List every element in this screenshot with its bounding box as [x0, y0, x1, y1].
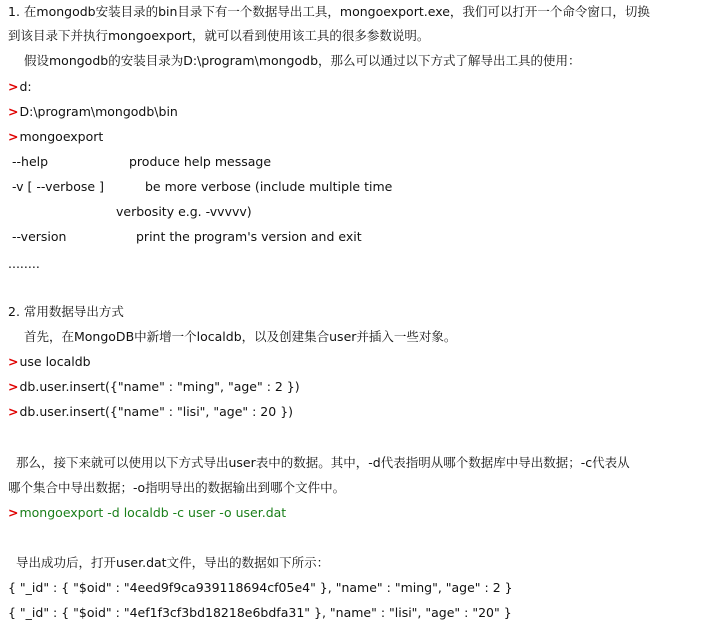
- section2-heading: 2. 常用数据导出方式: [8, 304, 124, 319]
- prompt-symbol: >: [8, 354, 19, 369]
- section1-intro-line2: 到该目录下并执行mongoexport，就可以看到使用该工具的很多参数说明。: [8, 28, 430, 43]
- command-line: [8, 404, 707, 420]
- option-row: [12, 179, 707, 195]
- result-line-2: { "_id" : { "$oid" : "4ef1f3cf3bd18218e6bdfa31" }, "name" : "lisi", "age" : "20" }: [8, 605, 512, 620]
- option-desc: be more verbose (include multiple time: [145, 179, 393, 194]
- option-flag: --help: [12, 154, 49, 169]
- result-line-1: { "_id" : { "$oid" : "4eed9f9ca939118694cf05e4" }, "name" : "ming", "age" : 2 }: [8, 580, 513, 595]
- section2-para-line2: 哪个集合中导出数据；-o指明导出的数据输出到哪个文件中。: [8, 480, 346, 495]
- command-text: d:: [19, 79, 32, 94]
- option-row: [12, 204, 707, 220]
- option-desc: print the program's version and exit: [136, 229, 362, 244]
- command-line: [8, 79, 707, 95]
- option-desc: produce help message: [129, 154, 272, 169]
- export-command-text: mongoexport -d localdb -c user -o user.dat: [19, 505, 287, 520]
- section2-intro: 首先，在MongoDB中新增一个localdb，以及创建集合user并插入一些对象。: [24, 329, 457, 344]
- command-text: mongoexport: [19, 129, 104, 144]
- export-command-line: [8, 505, 707, 521]
- option-desc: verbosity e.g. -vvvvv): [116, 204, 252, 219]
- prompt-symbol: >: [8, 104, 19, 119]
- prompt-symbol: >: [8, 379, 19, 394]
- option-row: [12, 229, 707, 245]
- result-intro: 导出成功后，打开user.dat文件，导出的数据如下所示：: [16, 555, 330, 570]
- command-text: D:\program\mongodb\bin: [19, 104, 178, 119]
- command-text: db.user.insert({"name" : "lisi", "age" : 20 }): [19, 404, 294, 419]
- prompt-symbol: >: [8, 79, 19, 94]
- option-flag: --version: [12, 229, 67, 244]
- command-line: [8, 354, 707, 370]
- section1-intro-line3: 假设mongodb的安装目录为D:\program\mongodb，那么可以通过以下方式了解导出工具的使用：: [24, 53, 581, 68]
- command-line: [8, 129, 707, 145]
- ellipsis: ........: [8, 256, 40, 271]
- option-flag: -v [ --verbose ]: [12, 179, 104, 194]
- prompt-symbol: >: [8, 505, 19, 520]
- prompt-symbol: >: [8, 129, 19, 144]
- section1-intro-line1: 1. 在mongodb安装目录的bin目录下有一个数据导出工具，mongoexport.exe，我们可以打开一个命令窗口，切换: [8, 4, 650, 19]
- section2-para-line1: 那么，接下来就可以使用以下方式导出user表中的数据。其中，-d代表指明从哪个数据库中导出数据；-c代表从: [16, 455, 630, 470]
- prompt-symbol: >: [8, 404, 19, 419]
- command-text: use localdb: [19, 354, 91, 369]
- option-row: [12, 154, 707, 170]
- command-text: db.user.insert({"name" : "ming", "age" : 2 }): [19, 379, 300, 394]
- command-line: [8, 104, 707, 120]
- command-line: [8, 379, 707, 395]
